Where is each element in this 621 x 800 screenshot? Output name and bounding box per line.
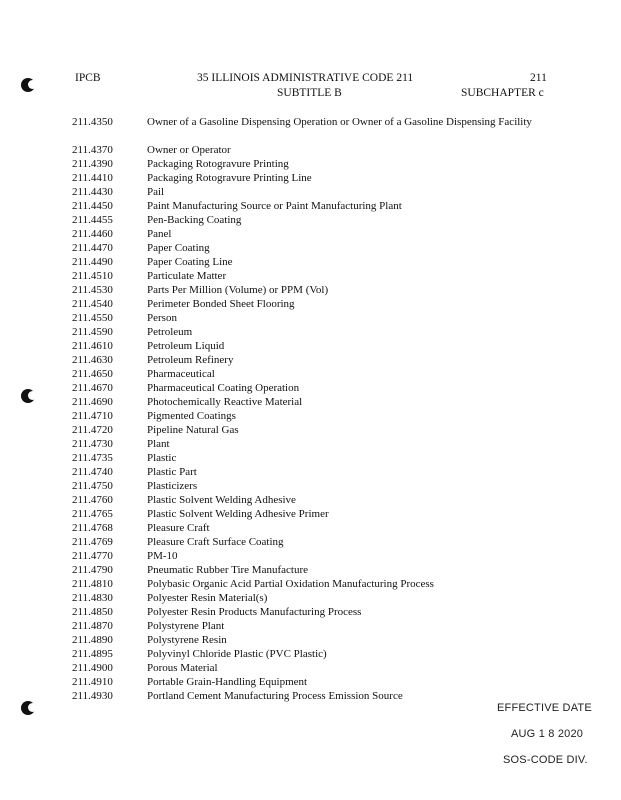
section-number: 211.4765	[72, 508, 113, 520]
section-row	[72, 661, 561, 675]
section-number: 211.4750	[72, 480, 113, 492]
section-title: Petroleum Refinery	[147, 354, 234, 366]
section-row	[72, 339, 561, 353]
section-title: Pipeline Natural Gas	[147, 424, 239, 436]
section-row	[72, 521, 561, 535]
section-row	[72, 283, 561, 297]
section-row	[72, 577, 561, 591]
stamp-division: SOS-CODE DIV.	[503, 754, 588, 766]
section-number: 211.4550	[72, 312, 113, 324]
section-title: Packaging Rotogravure Printing Line	[147, 172, 312, 184]
section-number: 211.4910	[72, 676, 113, 688]
section-row	[72, 465, 561, 479]
header-agency: IPCB	[75, 72, 101, 84]
section-row	[72, 185, 561, 199]
section-row	[72, 157, 561, 171]
section-title: Paper Coating	[147, 242, 210, 254]
section-row	[72, 493, 561, 507]
section-row	[72, 689, 561, 703]
section-row	[72, 423, 561, 437]
section-title: Polyester Resin Material(s)	[147, 592, 268, 604]
section-number: 211.4850	[72, 606, 113, 618]
section-number: 211.4770	[72, 550, 113, 562]
section-number: 211.4455	[72, 214, 113, 226]
section-row	[72, 311, 561, 325]
section-title: Person	[147, 312, 177, 324]
header-subtitle: SUBTITLE B	[277, 87, 342, 99]
section-title: Polystyrene Plant	[147, 620, 225, 632]
section-number: 211.4900	[72, 662, 113, 674]
section-number: 211.4670	[72, 382, 113, 394]
section-title: Porous Material	[147, 662, 218, 674]
section-row	[72, 451, 561, 465]
section-title: PM-10	[147, 550, 178, 562]
section-number: 211.4768	[72, 522, 113, 534]
section-row	[72, 213, 561, 227]
section-row	[72, 115, 561, 129]
section-number: 211.4450	[72, 200, 113, 212]
section-title: Plant	[147, 438, 170, 450]
stamp-effective-date-label: EFFECTIVE DATE	[497, 702, 592, 714]
section-title: Polystyrene Resin	[147, 634, 227, 646]
section-number: 211.4390	[72, 158, 113, 170]
section-row	[72, 619, 561, 633]
section-title: Pen-Backing Coating	[147, 214, 242, 226]
section-number: 211.4790	[72, 564, 113, 576]
section-title: Pleasure Craft Surface Coating	[147, 536, 284, 548]
section-number: 211.4710	[72, 410, 113, 422]
stamp-date: AUG 1 8 2020	[511, 728, 584, 740]
section-row	[72, 409, 561, 423]
section-title: Polybasic Organic Acid Partial Oxidation Manufacturing Process	[147, 578, 434, 590]
section-title: Plastic	[147, 452, 177, 464]
section-number: 211.4830	[72, 592, 113, 604]
section-row	[72, 675, 561, 689]
section-title: Pneumatic Rubber Tire Manufacture	[147, 564, 308, 576]
section-number: 211.4410	[72, 172, 113, 184]
section-title: Owner or Operator	[147, 144, 231, 156]
section-title: Parts Per Million (Volume) or PPM (Vol)	[147, 284, 329, 296]
section-number: 211.4730	[72, 438, 113, 450]
section-row	[72, 269, 561, 283]
section-number: 211.4630	[72, 354, 113, 366]
section-title: Polyvinyl Chloride Plastic (PVC Plastic)	[147, 648, 327, 660]
section-row	[72, 437, 561, 451]
header-code-title: 35 ILLINOIS ADMINISTRATIVE CODE 211	[197, 72, 414, 84]
section-number: 211.4510	[72, 270, 113, 282]
section-number: 211.4470	[72, 242, 113, 254]
section-number: 211.4530	[72, 284, 113, 296]
section-title: Plastic Solvent Welding Adhesive Primer	[147, 508, 329, 520]
section-row	[72, 605, 561, 619]
section-number: 211.4735	[72, 452, 113, 464]
section-row	[72, 353, 561, 367]
section-row	[72, 199, 561, 213]
section-row	[72, 395, 561, 409]
section-row	[72, 591, 561, 605]
section-title: Particulate Matter	[147, 270, 227, 282]
section-row	[72, 507, 561, 521]
section-title: Portable Grain-Handling Equipment	[147, 676, 308, 688]
section-row	[72, 633, 561, 647]
section-row	[72, 647, 561, 661]
section-row	[72, 227, 561, 241]
punch-hole-middle	[21, 389, 35, 403]
section-title: Plastic Part	[147, 466, 197, 478]
section-title: Portland Cement Manufacturing Process Emission Source	[147, 690, 403, 702]
section-number: 211.4490	[72, 256, 113, 268]
section-row	[72, 143, 561, 157]
punch-hole-top	[21, 78, 35, 92]
section-title: Petroleum Liquid	[147, 340, 225, 352]
section-title: Packaging Rotogravure Printing	[147, 158, 289, 170]
section-number: 211.4930	[72, 690, 113, 702]
section-title: Pleasure Craft	[147, 522, 210, 534]
section-title: Plasticizers	[147, 480, 198, 492]
section-title: Pigmented Coatings	[147, 410, 236, 422]
section-number: 211.4890	[72, 634, 113, 646]
section-number: 211.4690	[72, 396, 113, 408]
section-number: 211.4540	[72, 298, 113, 310]
section-title: Perimeter Bonded Sheet Flooring	[147, 298, 295, 310]
section-number: 211.4370	[72, 144, 113, 156]
section-title: Pharmaceutical	[147, 368, 215, 380]
section-number: 211.4760	[72, 494, 113, 506]
section-row	[72, 381, 561, 395]
section-row	[72, 325, 561, 339]
section-row	[72, 241, 561, 255]
section-title: Petroleum	[147, 326, 193, 338]
section-title: Polyester Resin Products Manufacturing Process	[147, 606, 362, 618]
section-number: 211.4430	[72, 186, 113, 198]
section-row	[72, 367, 561, 381]
section-row	[72, 535, 561, 549]
section-title: Paper Coating Line	[147, 256, 233, 268]
section-title: Paint Manufacturing Source or Paint Manufacturing Plant	[147, 200, 402, 212]
section-number: 211.4460	[72, 228, 113, 240]
section-number: 211.4810	[72, 578, 113, 590]
header-part: 211	[530, 72, 547, 84]
section-row	[72, 479, 561, 493]
section-number: 211.4610	[72, 340, 113, 352]
section-number: 211.4350	[72, 116, 113, 128]
section-title: Owner of a Gasoline Dispensing Operation or Owner of a Gasoline Dispensing Facility	[147, 116, 532, 128]
section-row	[72, 549, 561, 563]
section-title: Plastic Solvent Welding Adhesive	[147, 494, 296, 506]
punch-hole-bottom	[21, 701, 35, 715]
section-number: 211.4590	[72, 326, 113, 338]
section-number: 211.4650	[72, 368, 113, 380]
section-row	[72, 297, 561, 311]
section-number: 211.4740	[72, 466, 113, 478]
section-row	[72, 563, 561, 577]
section-number: 211.4895	[72, 648, 113, 660]
section-row	[72, 255, 561, 269]
section-title: Photochemically Reactive Material	[147, 396, 303, 408]
section-title: Pharmaceutical Coating Operation	[147, 382, 300, 394]
header-subchapter: SUBCHAPTER c	[461, 87, 544, 99]
section-number: 211.4769	[72, 536, 113, 548]
section-number: 211.4720	[72, 424, 113, 436]
section-row	[72, 171, 561, 185]
section-title: Panel	[147, 228, 172, 240]
section-title: Pail	[147, 186, 165, 198]
section-number: 211.4870	[72, 620, 113, 632]
